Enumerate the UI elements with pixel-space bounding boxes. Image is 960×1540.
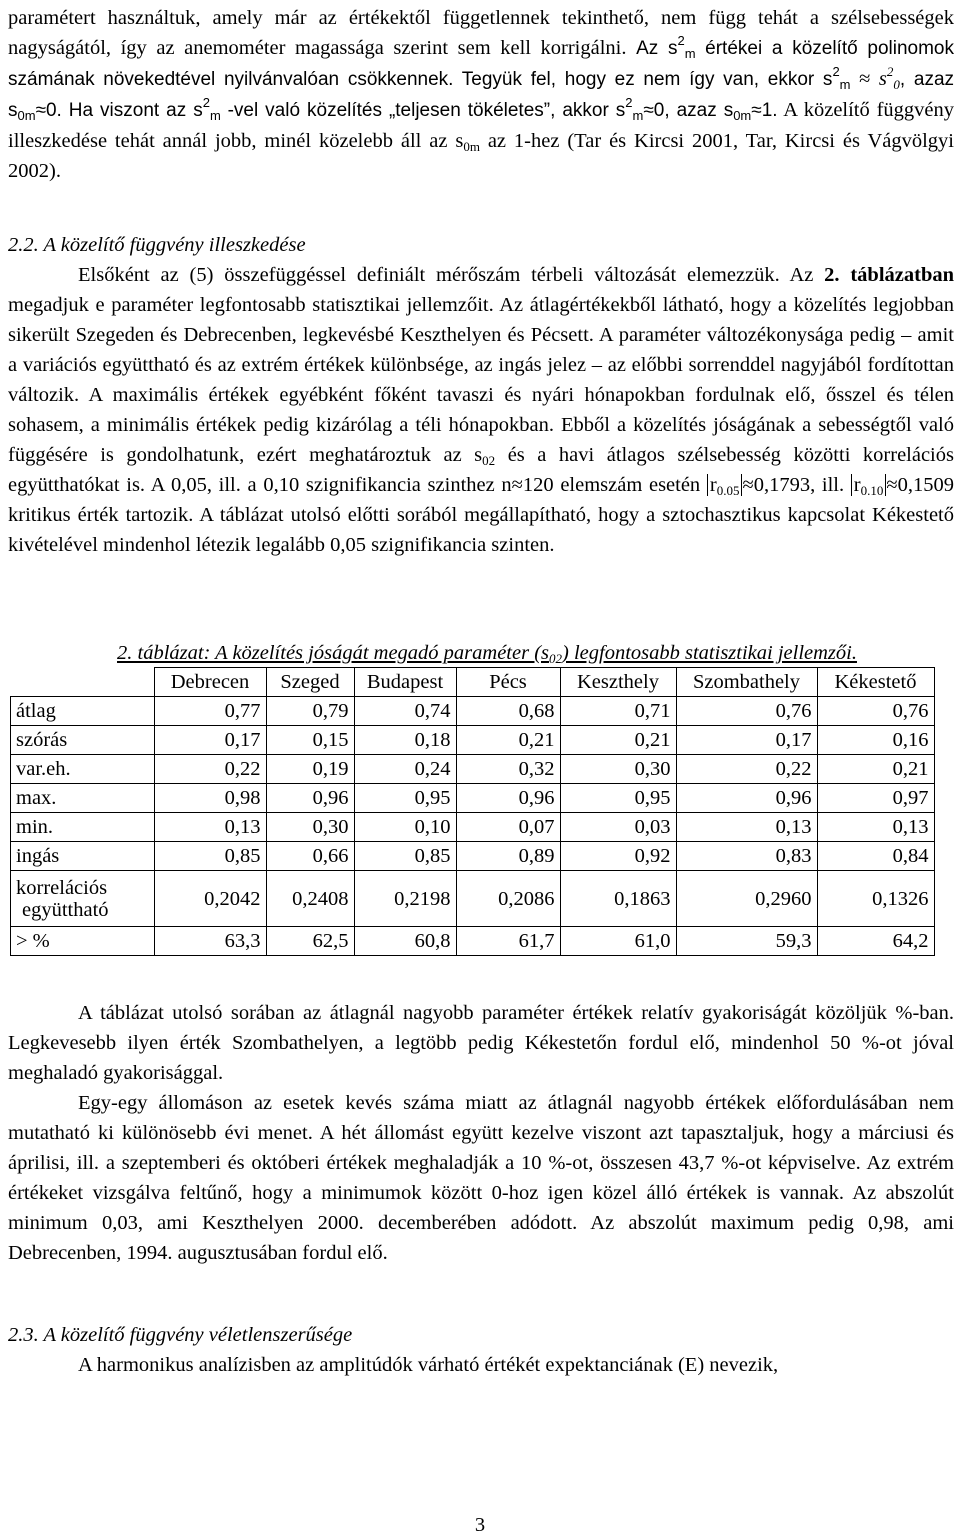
row-label: > % xyxy=(11,927,155,956)
table-cell: 0,2198 xyxy=(354,871,456,927)
table-cell: 0,10 xyxy=(354,813,456,842)
table-cell: 0,24 xyxy=(354,755,456,784)
table-cell: 61,0 xyxy=(560,927,676,956)
row-label: korrelációs együttható xyxy=(11,871,155,927)
row-label: átlag xyxy=(11,697,155,726)
table-corner-cell xyxy=(11,668,155,697)
row-label: min. xyxy=(11,813,155,842)
row-label: ingás xyxy=(11,842,155,871)
table-cell: 59,3 xyxy=(676,927,817,956)
table-row xyxy=(11,697,935,726)
table-cell: 0,17 xyxy=(154,726,266,755)
table-cell: 0,76 xyxy=(817,697,934,726)
table-header-cell: Szombathely xyxy=(676,668,817,697)
after-table-paragraph-1: A táblázat utolsó sorában az átlagnál nagyobb paraméter értékek relatív gyakoriságát közöljük %-ban. Legkevesebb ilyen érték Szombathelyen, a legtöbb pedig Kékestetőn fordul elő, mindenhol 50 %-ot jóval meghaladó gyakorisággal. xyxy=(8,1002,954,1084)
section-heading-2-3: 2.3. A közelítő függvény véletlenszerűsége xyxy=(8,1324,353,1346)
section-2-2-paragraph: Elsőként az (5) összefüggéssel definiált mérőszám térbeli változását elemezzük. Az 2. táblázatban megadjuk e paraméter legfontosabb statisztikai jellemzőit. Az átlagértékekből látható, hogy a közelítés legjobban sikerült Szegeden és Debrecenben, legkevésbé Keszthelyen és Pécsett. A paraméter változékonysága pedig – amit a variációs együttható és az extrém értékek különbsége, az ingás jelez – az előbbi sorrenddel nagyjából fordítottan változik. A maximális értékek egyébként főként tavaszi és nyári hónapokban fordulnak elő, ősszel és télen sohasem, a minimális értékek pedig kizárólag a téli hónapokban. Ebből a közelítés jóságának a sebességtől való függésére is gondolhatunk, ezért meghatároztuk az $s_{02}$ és a havi átlagos szélsebesség közötti korrelációs együtthatókat is. A 0,05, ill. a 0,10 szignifikancia szinthez n≈120 elemszám esetén $r_{0.05} \approx 0,1793$, ill. $r_{0.10} \approx 0,1509$ kritikus érték tartozik. A táblázat utolsó előtti sorából megállapítható, hogy a sztochasztikus kapcsolat Kékestető kivételével mindenhol létezik legalább 0,05 szignifikancia szinten. xyxy=(8,264,954,556)
formula-text: -vel való közelítés „teljesen tökéletes”, akkor $s^2_m\approx 0$, azaz $s_{0m}\approx 1$. xyxy=(227,95,778,123)
table-cell: 0,16 xyxy=(817,726,934,755)
table-cell: 0,76 xyxy=(676,697,817,726)
table-cell: 0,89 xyxy=(456,842,560,871)
table-cell: 0,17 xyxy=(676,726,817,755)
table-row xyxy=(11,784,935,813)
table-header-cell: Pécs xyxy=(456,668,560,697)
table-cell: 64,2 xyxy=(817,927,934,956)
table-cell: 0,92 xyxy=(560,842,676,871)
table-cell: 0,1863 xyxy=(560,871,676,927)
table-cell: 0,96 xyxy=(676,784,817,813)
table-cell: 0,22 xyxy=(676,755,817,784)
table-cell: 0,21 xyxy=(817,755,934,784)
table-caption: 2. táblázat: A közelítés jóságát megadó paraméter $(s_{02})$ legfontosabb statisztikai jellemzői. xyxy=(117,642,857,666)
table-cell: 0,83 xyxy=(676,842,817,871)
intro-text-c: értékei a közelítő polinomok számának növekedtével nyilvánvalóan csökkennek. Tegyük fel, hogy ez nem így van, ekkor s xyxy=(8,38,955,90)
intro-paragraph: paramétert használtuk, amely már az értékektől függetlennek tekinthető, nem függ tehát a szélsebességek nagyságától, így az anemométer magassága szerint sem kell korrigálni. Az $s^2_m$ értékei a közelítő polinomok számának növekedtével nyilvánvalóan csökkennek. Tegyük fel, hogy ez nem így van, ekkor $s^2_m \approx s^2_0$, azaz $s_{0m}\approx 0$. Ha viszont az $s^2_m$ -vel való közelítés „teljesen tökéletes”, akkor $s^2_m\approx 0$, azaz $s_{0m}\approx 1$. A közelítő függvény illeszkedése tehát annál jobb, minél közelebb áll az $s_{0m}$ az 1-hez (Tar és Kircsi 2001, Tar, Kircsi és Vágvölgyi 2002). xyxy=(8,7,955,182)
section-heading-2-2: 2.2. A közelítő függvény illeszkedése xyxy=(8,234,306,256)
table-cell: 0,03 xyxy=(560,813,676,842)
table-cell: 0,96 xyxy=(266,784,354,813)
table-cell: 0,97 xyxy=(817,784,934,813)
row-label: szórás xyxy=(11,726,155,755)
table-header-cell: Szeged xyxy=(266,668,354,697)
table-cell: 0,19 xyxy=(266,755,354,784)
table-cell: 0,68 xyxy=(456,697,560,726)
abs-r010: $r_{0.10}$ xyxy=(851,474,887,496)
table-cell: 0,13 xyxy=(154,813,266,842)
row-label: max. xyxy=(11,784,155,813)
table-cell: 0,2408 xyxy=(266,871,354,927)
table-cell: 0,77 xyxy=(154,697,266,726)
table-cell: 0,18 xyxy=(354,726,456,755)
table-cell: 0,84 xyxy=(817,842,934,871)
table-cell: 0,71 xyxy=(560,697,676,726)
table-cell: 0,07 xyxy=(456,813,560,842)
table-cell: 0,13 xyxy=(817,813,934,842)
table-cell: 0,96 xyxy=(456,784,560,813)
table-cell: 0,30 xyxy=(266,813,354,842)
table-row xyxy=(11,726,935,755)
table-row xyxy=(11,755,935,784)
table-cell: 0,79 xyxy=(266,697,354,726)
table-header-row xyxy=(11,668,935,697)
table-cell: 0,32 xyxy=(456,755,560,784)
table-row xyxy=(11,813,935,842)
table-header-cell: Keszthely xyxy=(560,668,676,697)
formula-text: Az $s^2_m$ xyxy=(636,33,696,61)
formula-s0: $s^2_0$ xyxy=(878,64,900,92)
table-row xyxy=(11,871,935,927)
intro-text-a: paramétert használtuk, amely már az értékektől függetlennek tekinthető, nem függ tehát a szélsebességek nagyságától, így az anemométer magassága szerint sem kell korrigálni. xyxy=(8,7,954,59)
table-cell: 0,98 xyxy=(154,784,266,813)
table-row xyxy=(11,842,935,871)
table-header-cell: Budapest xyxy=(354,668,456,697)
table-cell: 0,2086 xyxy=(456,871,560,927)
table-cell: 0,2960 xyxy=(676,871,817,927)
table-reference: 2. táblázatban xyxy=(824,264,954,286)
table-header-cell: Kékestető xyxy=(817,668,934,697)
table-cell: 0,13 xyxy=(676,813,817,842)
table-cell: 60,8 xyxy=(354,927,456,956)
table-cell: 62,5 xyxy=(266,927,354,956)
table-cell: 0,2042 xyxy=(154,871,266,927)
table-cell: 0,95 xyxy=(560,784,676,813)
section-2-3-paragraph: A harmonikus analízisben az amplitúdók várható értékét expektanciának (E) nevezik, xyxy=(78,1354,779,1376)
abs-r005: $r_{0.05}$ xyxy=(707,474,743,496)
table-cell: 0,95 xyxy=(354,784,456,813)
table-cell: 61,7 xyxy=(456,927,560,956)
table-cell: 0,66 xyxy=(266,842,354,871)
table-cell: 63,3 xyxy=(154,927,266,956)
table-cell: 0,22 xyxy=(154,755,266,784)
table-cell: 0,85 xyxy=(354,842,456,871)
table-cell: 0,85 xyxy=(154,842,266,871)
after-table-paragraph-2: Egy-egy állomáson az esetek kevés száma miatt az átlagnál nagyobb értékek előfordulásában nem mutatható ki különösebb évi menet. A hét állomást együtt kezelve viszont azt tapasztaljuk, hogy a márciusi és áprilisi, ill. a szeptemberi és októberi értékek meghaladják a 10 %-ot, összesen 43,7 %-ot képviselve. Az extrém értékeket vizsgálva feltűnő, hogy a minimumok között 0-hoz igen közel álló értékek is vannak. Az abszolút minimum 0,03, ami Keszthelyen 2000. decemberében adódott. Az abszolút maximum pedig 0,98, ami Debrecenben, 1994. augusztusában fordul elő. xyxy=(8,1092,954,1264)
table-cell: 0,74 xyxy=(354,697,456,726)
table-cell: 0,21 xyxy=(560,726,676,755)
table-cell: 0,1326 xyxy=(817,871,934,927)
page-number: 3 xyxy=(474,1514,486,1536)
intro-text-i: A közelítő függvény illeszkedése tehát annál jobb, minél közelebb áll az $s_{0m}$ az 1-hez (Tar és Kircsi 2001, Tar, Kircsi és Vágvölgyi 2002). xyxy=(8,99,955,182)
table-cell: 0,21 xyxy=(456,726,560,755)
table-row xyxy=(11,927,935,956)
approx-symbol: ≈ xyxy=(859,68,871,90)
table-cell: 0,30 xyxy=(560,755,676,784)
table-header-cell: Debrecen xyxy=(154,668,266,697)
formula-text: , azaz $s_{0m}\approx 0$. Ha viszont az $s^2_m$ xyxy=(8,69,955,123)
table-cell: 0,15 xyxy=(266,726,354,755)
statistics-table xyxy=(10,667,935,956)
row-label: var.eh. xyxy=(11,755,155,784)
